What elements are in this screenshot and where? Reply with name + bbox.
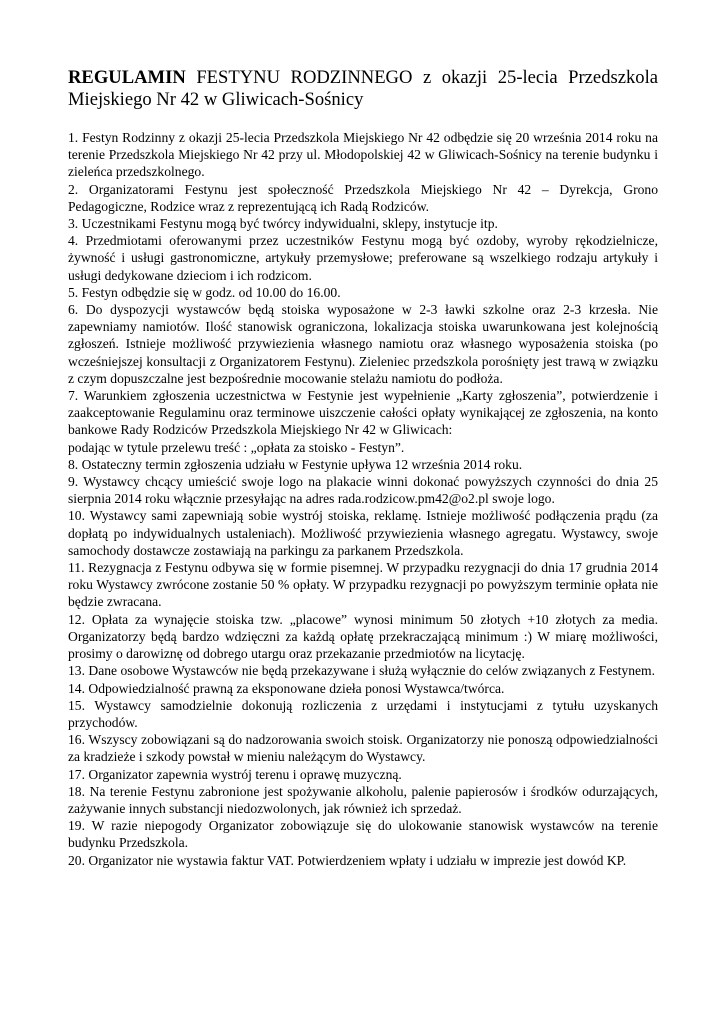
regulation-item-19: 19. W razie niepogody Organizator zobowiązuje się do ulokowanie stanowisk wystawców na terenie budynku Przedszkola. <box>68 818 658 851</box>
regulation-item-9: 9. Wystawcy chcący umieścić swoje logo na plakacie winni dokonać powyższych czynności do dnia 25 sierpnia 2014 roku włącznie przesyłając na adres rada.rodzicow.pm42@o2.pl swoje logo. <box>68 474 658 507</box>
regulation-item-16: 16. Wszyscy zobowiązani są do nadzorowania swoich stoisk. Organizatorzy nie ponoszą odpowiedzialności za kradzieże i szkody powstał w mieniu należącym do Wystawcy. <box>68 732 658 765</box>
regulations-list <box>68 129 658 869</box>
regulation-item-7: 7. Warunkiem zgłoszenia uczestnictwa w Festynie jest wypełnienie „Karty zgłoszenia”, potwierdzenie i zaakceptowanie Regulaminu oraz terminowe uiszczenie całości opłaty wynikającej ze zgłoszenia, na konto bankowe Rady Rodziców Przedszkola Miejskiego Nr 42 w Gliwicach: <box>68 388 658 438</box>
regulation-item-3: 3. Uczestnikami Festynu mogą być twórcy indywidualni, sklepy, instytucje itp. <box>68 216 498 232</box>
regulation-item-13: 13. Dane osobowe Wystawców nie będą przekazywane i służą wyłącznie do celów związanych z Festynem. <box>68 663 656 679</box>
regulation-item-7-transfer-title: podając w tytule przelewu treść : „opłata za stoisko - Festyn”. <box>68 439 405 455</box>
regulation-item-5: 5. Festyn odbędzie się w godz. od 10.00 do 16.00. <box>68 284 341 300</box>
regulation-item-2: 2. Organizatorami Festynu jest społeczność Przedszkola Miejskiego Nr 42 – Dyrekcja, Grono Pedagogiczne, Rodzice wraz z reprezentującą ich Radą Rodziców. <box>68 181 658 214</box>
regulation-item-20: 20. Organizator nie wystawia faktur VAT. Potwierdzeniem wpłaty i udziału w imprezie jest dowód KP. <box>68 852 627 868</box>
regulation-item-1: 1. Festyn Rodzinny z okazji 25-lecia Przedszkola Miejskiego Nr 42 odbędzie się 20 września 2014 roku na terenie Przedszkola Miejskiego Nr 42 przy ul. Młodopolskiej 42 w Gliwicach-Sośnicy na terenie budynku i zieleńca przedszkolnego. <box>68 130 658 180</box>
regulation-item-6: 6. Do dyspozycji wystawców będą stoiska wyposażone w 2-3 ławki szkolne oraz 2-3 krzesła. Nie zapewniamy namiotów. Ilość stanowisk ograniczona, lokalizacja stoiska uwarunkowana jest kolejnością zgłoszeń. Istnieje możliwość przywiezienia własnego namiotu oraz własnego wyposażenia stoiska (po wcześniejszej konsultacji z Organizatorem Festynu). Zieleniec przedszkola porośnięty jest trawą w związku z czym dopuszczalne jest bezpośrednie mocowanie stelażu namiotu do podłoża. <box>68 302 658 386</box>
regulation-item-14: 14. Odpowiedzialność prawną za eksponowane dzieła ponosi Wystawca/twórca. <box>68 680 505 696</box>
regulation-item-8: 8. Ostateczny termin zgłoszenia udziału w Festynie upływa 12 września 2014 roku. <box>68 456 523 472</box>
regulation-item-10: 10. Wystawcy sami zapewniają sobie wystrój stoiska, reklamę. Istnieje możliwość podłączenia prądu (za dopłatą po indywidualnych ustaleniach). Możliwość przywiezienia własnego agregatu. Wystawcy, swoje samochody dostawcze zostawiają na parkingu za parkanem Przedszkola. <box>68 508 658 558</box>
document-page <box>68 67 658 869</box>
regulation-item-4: 4. Przedmiotami oferowanymi przez uczestników Festynu mogą być ozdoby, wyroby rękodzielnicze, żywność i usługi gastronomiczne, artykuły przemysłowe; preferowane są wszelkiego rodzaju artykuły i usługi dedykowane dzieciom i ich rodzicom. <box>68 233 658 283</box>
regulation-item-11: 11. Rezygnacja z Festynu odbywa się w formie pisemnej. W przypadku rezygnacji do dnia 17 grudnia 2014 roku Wystawcy zwrócone zostanie 50 % opłaty. W przypadku rezygnacji po powyższym terminie opłata nie będzie zwracana. <box>68 560 658 610</box>
regulation-item-17: 17. Organizator zapewnia wystrój terenu i oprawę muzyczną. <box>68 766 402 782</box>
regulation-item-12: 12. Opłata za wynajęcie stoiska tzw. „placowe” wynosi minimum 50 złotych +10 złotych za media. Organizatorzy będą bardzo wdzięczni za każdą opłatę przekraczającą minimum :) W miarę możliwości, prosimy o darowiznę od dobrego utargu oraz przekazanie przedmiotów na licytację. <box>68 611 658 662</box>
title-bold: REGULAMIN <box>68 67 186 88</box>
title-rest: FESTYNU RODZINNEGO z okazji 25-lecia Przedszkola Miejskiego Nr 42 w Gliwicach-Sośnicy <box>68 67 658 110</box>
regulation-item-18: 18. Na terenie Festynu zabronione jest spożywanie alkoholu, palenie papierosów i środków odurzających, zażywanie innych substancji niedozwolonych, jak również ich sprzedaż. <box>68 783 658 816</box>
regulation-item-15: 15. Wystawcy samodzielnie dokonują rozliczenia z urzędami i instytucjami z tytułu uzyskanych przychodów. <box>68 697 658 730</box>
document-title <box>68 67 658 111</box>
